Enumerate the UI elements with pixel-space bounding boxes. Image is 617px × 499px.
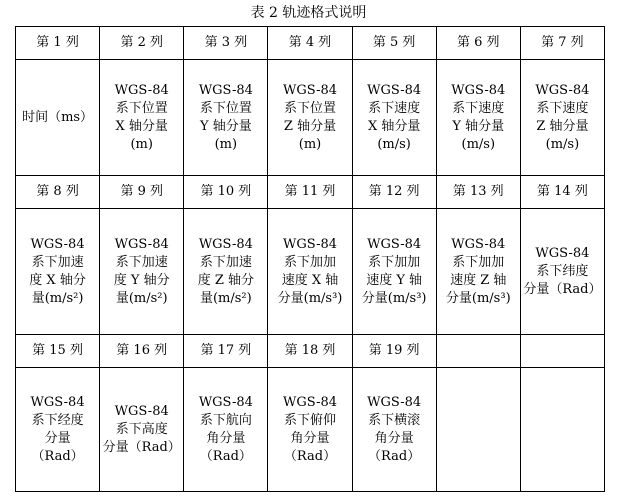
description-line: 系下横滚 [368, 412, 421, 428]
description-line: 量(m/s²) [115, 290, 168, 306]
description-line: （Rad） [283, 448, 337, 464]
description-line: 角分量 [290, 430, 330, 446]
description-line: WGS-84 [282, 82, 338, 98]
column-header-cell: 第 6 列 [436, 27, 520, 60]
description-line: WGS-84 [282, 236, 338, 252]
description-line: 系下加速 [31, 254, 84, 270]
description-line: Y 轴分量 [452, 118, 505, 134]
description-line: 分量（Rad） [523, 281, 602, 297]
description-cell [520, 368, 604, 492]
description-line: 系下加速 [115, 254, 168, 270]
column-header-cell [520, 335, 604, 368]
column-header-cell: 第 4 列 [268, 27, 352, 60]
description-cell [436, 209, 520, 335]
description-line: WGS-84 [114, 403, 169, 419]
column-header-cell: 第 8 列 [16, 176, 100, 209]
description-cell [268, 60, 352, 176]
description-line: 系下航向 [199, 412, 252, 428]
description-line: (m/s) [545, 136, 580, 152]
column-header-cell: 第 16 列 [100, 335, 184, 368]
column-header-cell: 第 17 列 [184, 335, 268, 368]
column-header-cell: 第 1 列 [16, 27, 100, 60]
column-header-cell: 第 9 列 [100, 176, 184, 209]
column-header-cell: 第 7 列 [520, 27, 604, 60]
description-cell [352, 368, 436, 492]
description-cell [436, 368, 520, 492]
description-line: X 轴分量 [367, 118, 421, 134]
header-row [16, 27, 605, 60]
header-row [16, 176, 605, 209]
description-line: WGS-84 [451, 236, 506, 252]
description-cell [268, 368, 352, 492]
description-line: 度 X 轴分 [29, 272, 86, 288]
description-cell [436, 60, 520, 176]
description-line: 速度 Z 轴 [450, 272, 507, 288]
description-cell [100, 60, 184, 176]
description-line: 速度 Y 轴 [366, 272, 423, 288]
description-line: （Rad） [368, 448, 421, 464]
column-header-cell: 第 3 列 [184, 27, 268, 60]
description-line: 系下纬度 [536, 263, 589, 279]
column-header-cell: 第 2 列 [100, 27, 184, 60]
description-line: 量(m/s²) [199, 290, 252, 306]
description-line: 系下加加 [452, 254, 505, 270]
description-line: 度 Z 轴分 [197, 272, 254, 288]
description-row [16, 60, 605, 176]
description-cell [100, 368, 184, 492]
description-line: WGS-84 [198, 394, 253, 410]
description-line: (m) [214, 136, 238, 152]
description-line: (m) [130, 136, 153, 152]
description-line: 系下俯仰 [283, 412, 336, 428]
column-header-cell: 第 11 列 [268, 176, 352, 209]
description-line: 系下速度 [536, 100, 589, 116]
description-line: （Rad） [199, 448, 252, 464]
description-line: (m/s) [461, 136, 496, 152]
description-cell [184, 60, 268, 176]
description-line: 系下速度 [452, 100, 505, 116]
description-line: WGS-84 [30, 236, 85, 252]
column-header-cell: 第 12 列 [352, 176, 436, 209]
description-cell [520, 209, 604, 335]
description-line: 时间（ms） [22, 109, 94, 125]
column-header-cell: 第 13 列 [436, 176, 520, 209]
description-line: 系下位置 [115, 100, 168, 116]
description-row [16, 368, 605, 492]
column-header-cell [436, 335, 520, 368]
description-line: 系下加加 [283, 254, 336, 270]
description-line: 系下经度 [31, 412, 84, 428]
trajectory-format-table [15, 26, 605, 492]
description-line: WGS-84 [114, 236, 169, 252]
description-line: Z 轴分量 [283, 118, 337, 134]
description-line: 度 Y 轴分 [113, 272, 170, 288]
column-header-cell: 第 15 列 [16, 335, 100, 368]
description-cell [184, 209, 268, 335]
column-header-cell: 第 18 列 [268, 335, 352, 368]
column-header-cell: 第 14 列 [520, 176, 604, 209]
description-row [16, 209, 605, 335]
description-line: 分量 [44, 430, 71, 446]
description-line: 分量(m/s³) [361, 290, 427, 306]
description-line: 系下速度 [368, 100, 421, 116]
description-line: 分量(m/s³) [445, 290, 511, 306]
description-line: WGS-84 [367, 82, 422, 98]
description-line: (m) [298, 136, 322, 152]
description-line: Z 轴分量 [536, 118, 589, 134]
description-line: WGS-84 [114, 82, 169, 98]
description-cell [16, 60, 100, 176]
column-header-cell: 第 19 列 [352, 335, 436, 368]
description-line: （Rad） [31, 448, 84, 464]
description-line: 分量（Rad） [102, 439, 181, 455]
description-line: 角分量 [206, 430, 246, 446]
description-cell [16, 368, 100, 492]
description-line: WGS-84 [535, 82, 590, 98]
description-line: X 轴分量 [115, 118, 168, 134]
description-line: WGS-84 [282, 394, 338, 410]
description-line: 系下加加 [368, 254, 421, 270]
header-row [16, 335, 605, 368]
description-line: WGS-84 [367, 394, 422, 410]
column-header-cell: 第 5 列 [352, 27, 436, 60]
description-cell [100, 209, 184, 335]
description-cell [520, 60, 604, 176]
description-cell [352, 60, 436, 176]
description-line: WGS-84 [198, 236, 253, 252]
description-line: 速度 X 轴 [281, 272, 339, 288]
description-line: Y 轴分量 [199, 118, 252, 134]
column-header-cell: 第 10 列 [184, 176, 268, 209]
description-line: WGS-84 [535, 245, 590, 261]
description-line: 系下高度 [115, 421, 168, 437]
description-line: 系下加速 [199, 254, 252, 270]
description-cell [16, 209, 100, 335]
description-line: 系下位置 [199, 100, 252, 116]
description-line: 量(m/s²) [31, 290, 84, 306]
description-cell [268, 209, 352, 335]
description-cell [184, 368, 268, 492]
description-line: 角分量 [374, 430, 414, 446]
description-line: 系下位置 [283, 100, 336, 116]
description-line: (m/s) [377, 136, 411, 152]
table-caption: 表 2 轨迹格式说明 [250, 5, 367, 21]
description-line: WGS-84 [30, 394, 85, 410]
description-line: WGS-84 [367, 236, 422, 252]
description-line: WGS-84 [451, 82, 506, 98]
description-cell [352, 209, 436, 335]
description-line: WGS-84 [198, 82, 253, 98]
description-line: 分量(m/s³) [277, 290, 343, 306]
